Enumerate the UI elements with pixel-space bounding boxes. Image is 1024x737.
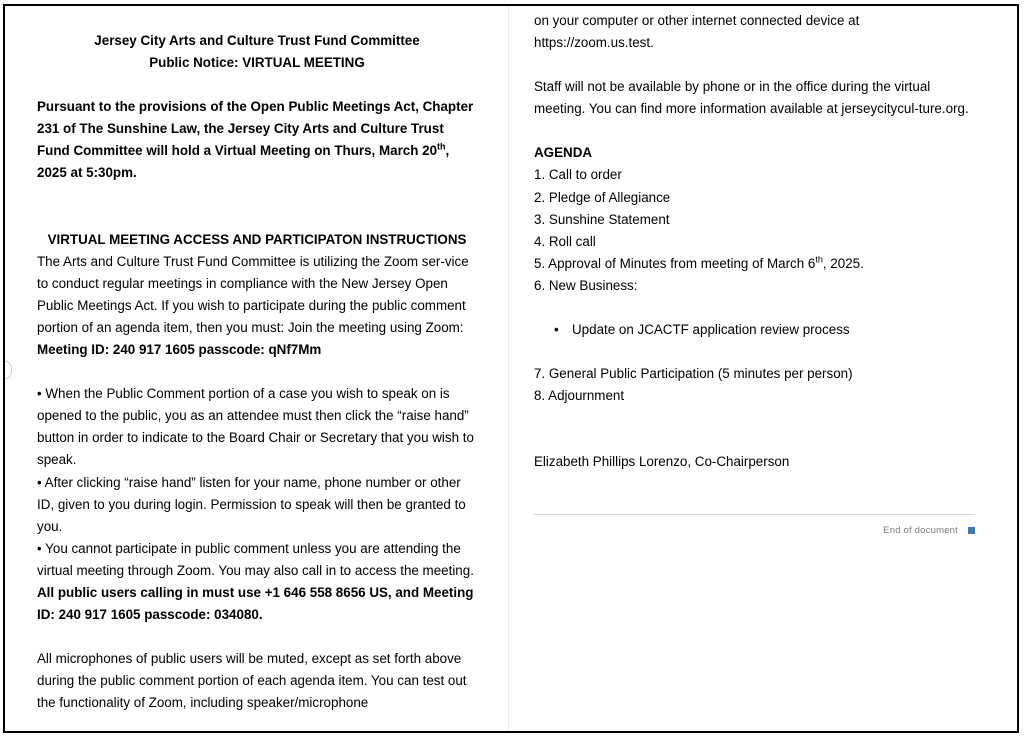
agenda-item: 6. New Business: bbox=[534, 277, 638, 293]
bullet-dot-icon: • bbox=[554, 322, 559, 338]
instructions-heading: VIRTUAL MEETING ACCESS AND PARTICIPATON INSTRUCTIONS bbox=[47, 231, 467, 247]
agenda-item: 5. Approval of Minutes from meeting of March 6th, 2025. bbox=[534, 254, 864, 271]
end-of-document bbox=[534, 514, 975, 536]
agenda-item: 7. General Public Participation (5 minutes per person) bbox=[534, 366, 853, 382]
end-marker-icon bbox=[968, 527, 975, 534]
bullet-call-in: • You cannot participate in public comment unless you are attending the virtual meeting through Zoom. You may also call in to access the meeting. All public users calling in must use +1 646 558 8656 US, and Meeting ID: 240 917 1605 passcode: 034080. bbox=[37, 540, 474, 623]
instructions-paragraph: The Arts and Culture Trust Fund Committee is utilizing the Zoom ser-vice to conduct regular meetings in compliance with the New Jersey Open Public Meetings Act. If you wish to participate during the public comment portion of an agenda item, then you must: Join the meeting using Zoom: Meeting ID: 240 917 1605 passcode: qNf7Mm bbox=[37, 253, 469, 358]
header-notice: Public Notice: VIRTUAL MEETING bbox=[149, 55, 365, 71]
intro-paragraph: Pursuant to the provisions of the Open Public Meetings Act, Chapter 231 of The Sunshine Law, the Jersey City Arts and Culture Trust Fund Committee will hold a Virtual Meeting on Thurs, March 20th, 2025 at 5:30pm. bbox=[37, 99, 474, 181]
page-divider bbox=[508, 6, 509, 733]
agenda-item: 2. Pledge of Allegiance bbox=[534, 189, 671, 205]
document-frame bbox=[3, 4, 1019, 733]
agenda-subitem: • Update on JCACTF application review process bbox=[534, 319, 974, 341]
agenda-item: 1. Call to order bbox=[534, 167, 622, 183]
continued-paragraph: on your computer or other internet connected device at https://zoom.us.test. bbox=[534, 13, 860, 51]
bullet-after-clicking: • After clicking “raise hand” listen for your name, phone number or other ID, given to you during login. Permission to speak will then be granted to you. bbox=[37, 474, 466, 534]
microphones-paragraph: All microphones of public users will be muted, except as set forth above during the public comment portion of each agenda item. You can test out the functionality of Zoom, including speaker/microphone bbox=[37, 651, 467, 711]
signature: Elizabeth Phillips Lorenzo, Co-Chairperson bbox=[534, 454, 790, 470]
agenda-item: 8. Adjournment bbox=[534, 388, 625, 404]
left-column bbox=[37, 30, 477, 714]
header-org: Jersey City Arts and Culture Trust Fund Committee bbox=[94, 33, 420, 48]
right-column bbox=[534, 10, 974, 473]
bullet-raise-hand: • When the Public Comment portion of a case you wish to speak on is opened to the public, you as an attendee must then click the “raise hand” button in order to indicate to the Board Chair or Secretary that you wish to speak. bbox=[37, 386, 474, 468]
agenda-heading: AGENDA bbox=[534, 145, 593, 161]
agenda-item: 4. Roll call bbox=[534, 233, 596, 249]
agenda-item: 3. Sunshine Statement bbox=[534, 211, 670, 227]
staff-paragraph: Staff will not be available by phone or in the office during the virtual meeting. You can find more information available at jerseycitycul-ture.org. bbox=[534, 79, 969, 117]
end-label: End of document bbox=[883, 525, 958, 536]
collapse-handle[interactable] bbox=[3, 360, 12, 380]
